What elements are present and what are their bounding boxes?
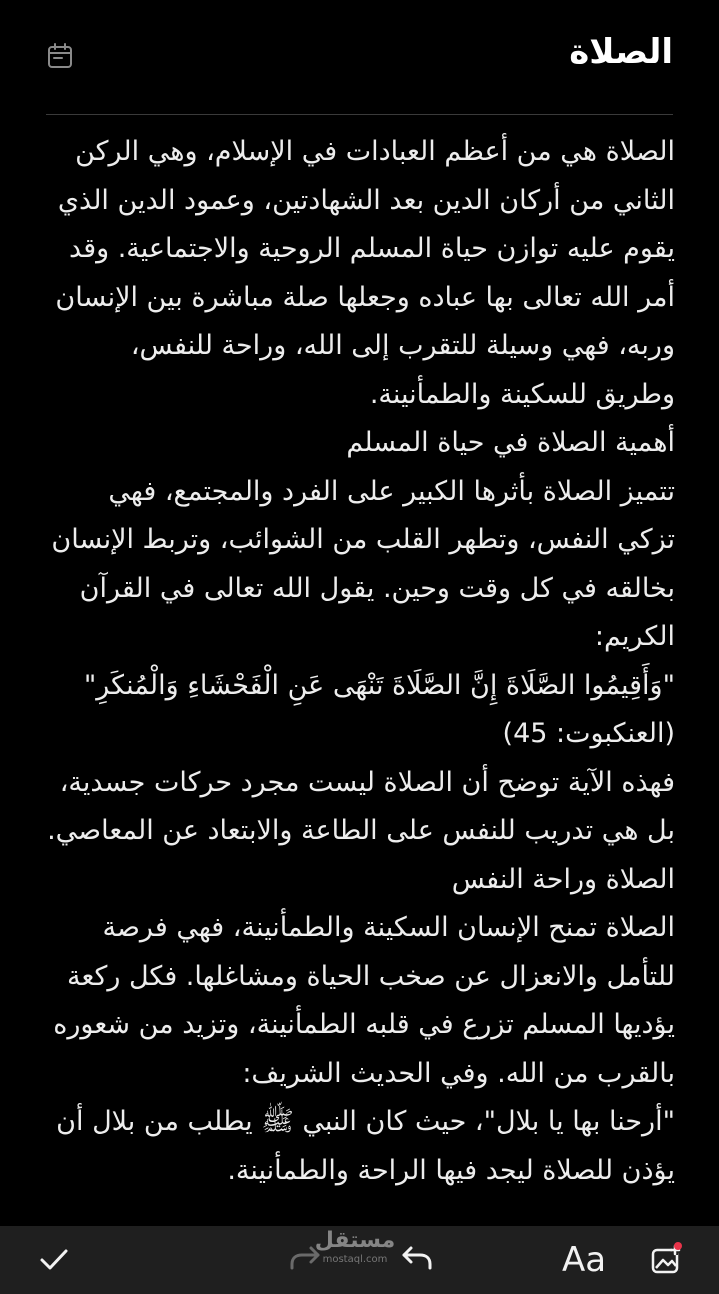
mostaql-watermark — [300, 1228, 410, 1272]
watermark-domain: mostaql.com — [322, 1254, 388, 1265]
paragraph-peace: الصلاة تمنح الإنسان السكينة والطمأنينة، فهي فرصة للتأمل والانعزال عن صخب الحياة ومشاغلها. فكل ركعة يؤديها المسلم تزرع في قلبه الطمأنينة، وتزيد من شعوره بالقرب من الله. وفي الحديث الشريف: — [44, 912, 675, 1089]
add-image-icon[interactable] — [642, 1236, 690, 1284]
heading-importance: أهمية الصلاة في حياة المسلم — [346, 427, 675, 458]
paragraph-verse-explanation: فهذه الآية توضح أن الصلاة ليست مجرد حركات جسدية، بل هي تدريب للنفس على الطاعة والابتعاد عن المعاصي. — [47, 766, 675, 846]
watermark-brand: مستقل — [314, 1228, 396, 1253]
text-format-label: Aa — [561, 1240, 607, 1280]
check-icon[interactable] — [30, 1236, 78, 1284]
note-body[interactable] — [44, 128, 675, 1200]
paragraph-intro: الصلاة هي من أعظم العبادات في الإسلام، وهي الركن الثاني من أركان الدين بعد الشهادتين، وعمود الدين الذي يقوم عليه توازن حياة المسلم الروحية والاجتماعية. وقد أمر الله تعالى بها عباده وجعلها صلة مباشرة بين الإنسان وربه، فهي وسيلة للتقرب إلى الله، وراحة للنفس، وطريق للسكينة والطمأنينة. — [46, 136, 675, 410]
quran-quote: "وَأَقِيمُوا الصَّلَاةَ إِنَّ الصَّلَاةَ تَنْهَى عَنِ الْفَحْشَاءِ وَالْمُنكَرِ" (العنكبوت: 45) — [75, 669, 675, 749]
calendar-icon[interactable] — [46, 42, 74, 70]
notification-dot — [674, 1242, 682, 1250]
note-title[interactable]: الصلاة — [569, 32, 673, 72]
hadith-quote: "أرحنا بها يا بلال"، حيث كان النبي ﷺ يطلب من بلال أن يؤذن للصلاة ليجد فيها الراحة والطمأنينة. — [47, 1106, 675, 1186]
header-divider — [46, 114, 673, 115]
paragraph-importance: تتميز الصلاة بأثرها الكبير على الفرد والمجتمع، فهي تزكي النفس، وتطهر القلب من الشوائب، وتربط الإنسان بخالقه في كل وقت وحين. يقول الله تعالى في القرآن الكريم: — [42, 475, 675, 652]
heading-peace: الصلاة وراحة النفس — [451, 863, 675, 895]
text-format-button[interactable] — [560, 1236, 608, 1284]
note-header — [46, 20, 673, 92]
